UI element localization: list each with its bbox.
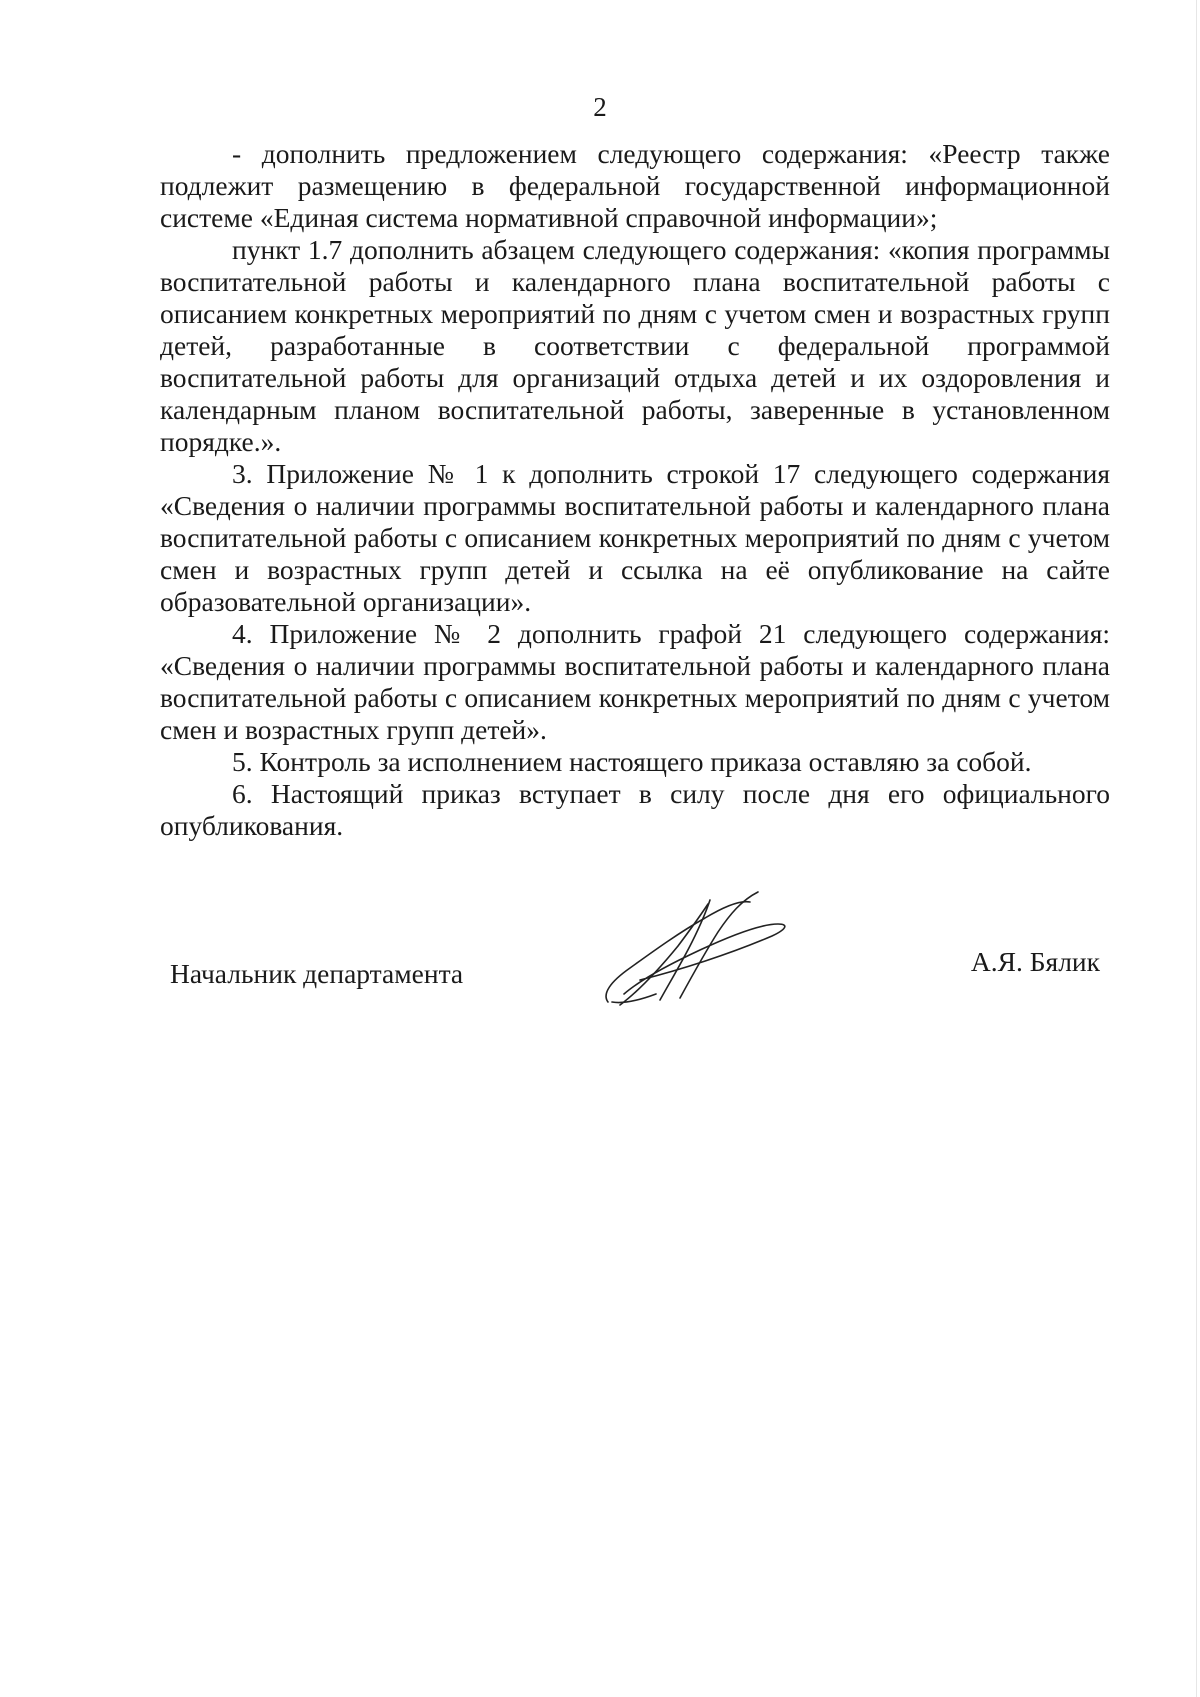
document-body (160, 138, 1110, 842)
scan-edge-line (1196, 0, 1197, 1697)
signatory-title: Начальник департамента (170, 958, 464, 989)
handwritten-signature (600, 890, 800, 1010)
paragraph-registry-addition: - дополнить предложением следующего содержания: «Реестр также подлежит размещению в федеральной государственной информационной системе «Единая система нормативной справочной информации»; (160, 138, 1110, 233)
paragraph-appendix-2: 4. Приложение № 2 дополнить графой 21 следующего содержания: «Сведения о наличии программы воспитательной работы и календарного плана воспитательной работы с описанием конкретных мероприятий по дням с учетом смен и возрастных групп детей». (160, 618, 1110, 745)
paragraph-appendix-1: 3. Приложение № 1 к дополнить строкой 17 следующего содержания «Сведения о наличии программы воспитательной работы и календарного плана воспитательной работы с описанием конкретных мероприятий по дням с учетом смен и возрастных групп детей и ссылка на её опубликование на сайте образовательной организации». (160, 458, 1110, 617)
signatory-name: А.Я. Бялик (970, 946, 1100, 977)
signature-block (170, 880, 1100, 1010)
paragraph-control: 5. Контроль за исполнением настоящего приказа оставляю за собой. (232, 746, 1032, 777)
paragraph-item-1-7: пункт 1.7 дополнить абзацем следующего содержания: «копия программы воспитательной работы и календарного плана воспитательной работы с описанием конкретных мероприятий по дням с учетом смен и возрастных групп детей, разработанные в соответствии с федеральной программой воспитательной работы для организаций отдыха детей и их оздоровления и календарным планом воспитательной работы, заверенные в установленном порядке.». (160, 234, 1110, 457)
page-number: 2 (593, 92, 607, 122)
paragraph-effective-date: 6. Настоящий приказ вступает в силу после дня его официального опубликования. (160, 778, 1110, 841)
